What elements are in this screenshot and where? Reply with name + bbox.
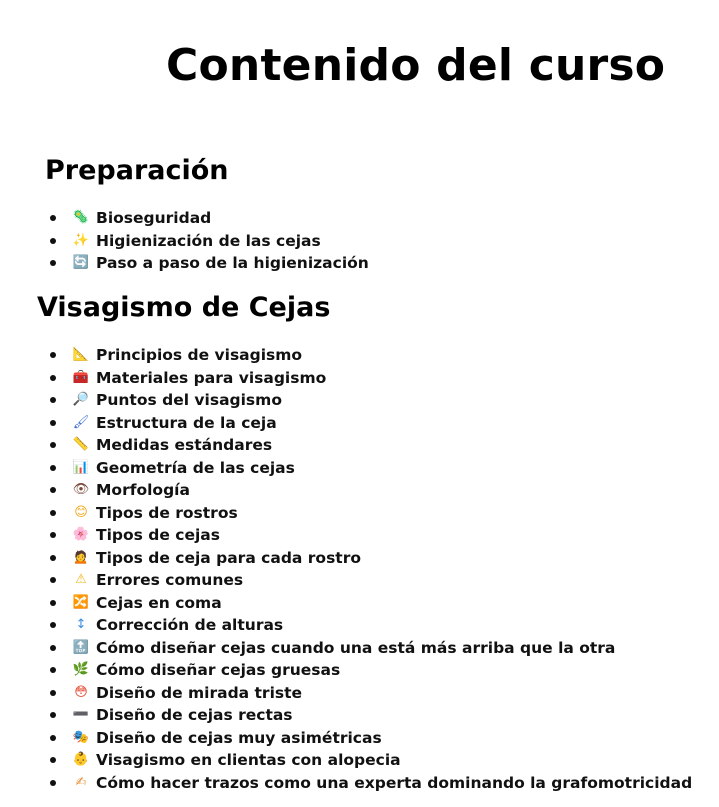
list-item-label: Cómo hacer trazos como una experta dominando la grafomotricidad (96, 773, 693, 792)
list-item-label: Cómo diseñar cejas cuando una está más arriba que la otra (96, 638, 616, 657)
section-heading-preparacion: Preparación (45, 155, 229, 186)
bullet-icon (50, 532, 56, 538)
herb-icon: 🌿 (72, 662, 90, 677)
page-title: Contenido del curso (166, 40, 666, 91)
list-item-label: Diseño de mirada triste (96, 683, 303, 702)
list-item-label: Tipos de cejas (96, 526, 220, 544)
bullet-icon (50, 577, 56, 583)
magnifier-icon: 🔎 (72, 392, 90, 407)
sad-face-icon: 😳 (74, 684, 88, 700)
bullet-icon (50, 712, 56, 718)
smiling-face-icon: 😊 (74, 504, 88, 520)
bullet-icon (50, 442, 56, 448)
bullet-icon (50, 667, 56, 673)
bullet-icon (50, 510, 56, 516)
list-item-label: Geometría de las cejas (96, 458, 295, 477)
bar-chart-icon: 📊 (72, 459, 90, 475)
list-item-label: Puntos del visagismo (96, 391, 282, 409)
section-heading-visagismo: Visagismo de Cejas (37, 292, 331, 323)
bullet-icon (50, 260, 56, 266)
list-item-label: Tipos de ceja para cada rostro (96, 548, 361, 567)
list-item-label: Diseño de cejas muy asimétricas (96, 728, 382, 747)
bullet-icon (50, 215, 56, 221)
warning-icon: ⚠ (75, 572, 87, 587)
bullet-icon (50, 645, 56, 651)
sparkles-icon: ✨ (72, 232, 90, 248)
horizontal-line-icon: ➖ (72, 707, 90, 722)
list-item-label: Errores comunes (96, 571, 244, 589)
triangle-ruler-icon: 📐 (72, 347, 90, 362)
up-down-arrow-icon: ↕ (75, 617, 87, 632)
list-item-label: Principios de visagismo (96, 346, 303, 364)
bullet-icon (50, 375, 56, 381)
list-item-label: Medidas estándares (96, 436, 273, 454)
list-item-label: Tipos de rostros (96, 503, 238, 522)
list-item-label: Morfología (96, 481, 190, 499)
theater-masks-icon: 🎭 (72, 729, 90, 745)
baby-face-icon: 👶 (72, 752, 90, 767)
bullet-icon (50, 600, 56, 606)
bullet-icon (50, 780, 56, 786)
bullet-icon (50, 735, 56, 741)
top-arrow-icon: 🔝 (72, 639, 90, 655)
writing-hand-icon: ✍ (75, 774, 87, 790)
bullet-icon (50, 352, 56, 358)
bullet-icon (50, 555, 56, 561)
list-item-label: Materiales para visagismo (96, 368, 327, 387)
shuffle-icon: 🔀 (72, 594, 90, 610)
list-item-label: Diseño de cejas rectas (96, 706, 293, 724)
list-item-label: Higienización de las cejas (96, 231, 321, 250)
list-item-label: Bioseguridad (96, 209, 212, 227)
refresh-icon: 🔄 (72, 255, 90, 270)
eye-icon: 👁 (72, 482, 90, 497)
list-item-label: Visagismo en clientas con alopecia (96, 751, 401, 769)
bullet-icon (50, 238, 56, 244)
blob-icon: 🦠 (72, 210, 90, 225)
bullet-icon (50, 622, 56, 628)
person-icon: 🙍 (72, 549, 90, 565)
list-item-label: Corrección de alturas (96, 616, 284, 634)
bullet-icon (50, 397, 56, 403)
list-item-label: Cejas en coma (96, 593, 222, 612)
bullet-icon (50, 465, 56, 471)
list-item-label: Cómo diseñar cejas gruesas (96, 661, 341, 679)
bullet-icon (50, 690, 56, 696)
bullet-icon (50, 487, 56, 493)
list-item-label: Estructura de la ceja (96, 413, 277, 432)
bullet-icon (50, 420, 56, 426)
ruler-icon: 📏 (72, 437, 90, 452)
bullet-icon (50, 757, 56, 763)
list-item-label: Paso a paso de la higienización (96, 254, 369, 272)
brush-icon: 🖌 (72, 414, 90, 430)
toolbox-icon: 🧰 (72, 369, 90, 385)
flower-icon: 🌸 (72, 527, 90, 542)
